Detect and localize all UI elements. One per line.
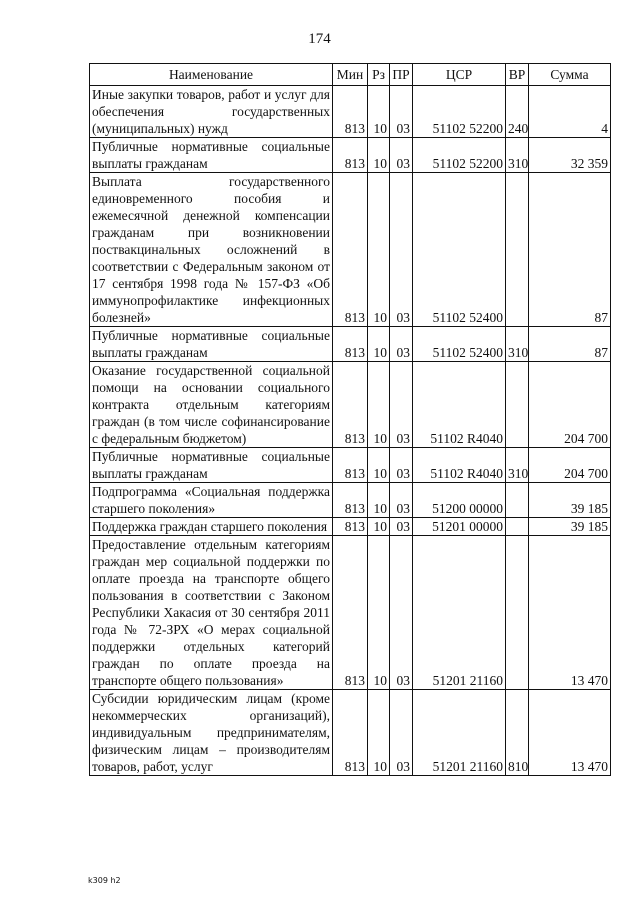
row-pr: 03	[390, 690, 413, 776]
row-rz: 10	[368, 138, 390, 173]
row-csr: 51200 00000	[413, 483, 506, 518]
row-csr: 51102 R4040	[413, 362, 506, 448]
row-rz: 10	[368, 327, 390, 362]
header-pr: ПР	[390, 64, 413, 86]
footer-code: k309 h2	[88, 876, 121, 885]
row-min: 813	[333, 86, 368, 138]
row-vr: 310	[506, 327, 529, 362]
row-vr: 240	[506, 86, 529, 138]
header-name: Наименование	[90, 64, 333, 86]
row-vr	[506, 362, 529, 448]
row-rz: 10	[368, 173, 390, 327]
row-vr	[506, 483, 529, 518]
row-sum: 13 470	[529, 536, 611, 690]
row-name: Выплата государственного единовременного пособия и ежемесячной денежной компенсации гражданам при возникновении поствакцинальных осложнений в соответствии с Федеральным законом от 17 сентября 1998 года № 157-ФЗ «Об иммунопрофилактике инфекционных болезней»	[90, 173, 333, 327]
row-rz: 10	[368, 448, 390, 483]
header-vr: ВР	[506, 64, 529, 86]
row-rz: 10	[368, 86, 390, 138]
row-sum: 204 700	[529, 448, 611, 483]
row-pr: 03	[390, 483, 413, 518]
row-rz: 10	[368, 362, 390, 448]
row-min: 813	[333, 483, 368, 518]
row-name: Подпрограмма «Социальная поддержка старшего поколения»	[90, 483, 333, 518]
table-row	[90, 690, 611, 776]
row-csr: 51102 52200	[413, 138, 506, 173]
row-pr: 03	[390, 518, 413, 536]
row-csr: 51102 52400	[413, 173, 506, 327]
row-pr: 03	[390, 362, 413, 448]
row-rz: 10	[368, 536, 390, 690]
row-csr: 51201 21160	[413, 536, 506, 690]
row-name: Иные закупки товаров, работ и услуг для обеспечения государственных (муниципальных) нужд	[90, 86, 333, 138]
table-row	[90, 86, 611, 138]
row-pr: 03	[390, 536, 413, 690]
row-csr: 51201 21160	[413, 690, 506, 776]
row-pr: 03	[390, 138, 413, 173]
row-sum: 32 359	[529, 138, 611, 173]
row-min: 813	[333, 448, 368, 483]
header-sum: Сумма	[529, 64, 611, 86]
header-min: Мин	[333, 64, 368, 86]
row-min: 813	[333, 690, 368, 776]
row-name: Поддержка граждан старшего поколения	[90, 518, 333, 536]
header-rz: Рз	[368, 64, 390, 86]
table-row	[90, 362, 611, 448]
row-pr: 03	[390, 173, 413, 327]
row-sum: 204 700	[529, 362, 611, 448]
row-sum: 4	[529, 86, 611, 138]
table-row	[90, 536, 611, 690]
page-number: 174	[308, 31, 331, 47]
budget-table	[89, 63, 611, 776]
row-sum: 39 185	[529, 518, 611, 536]
row-csr: 51102 52200	[413, 86, 506, 138]
row-sum: 87	[529, 327, 611, 362]
row-min: 813	[333, 327, 368, 362]
row-sum: 13 470	[529, 690, 611, 776]
table-row	[90, 483, 611, 518]
row-vr: 810	[506, 690, 529, 776]
row-vr	[506, 173, 529, 327]
row-rz: 10	[368, 483, 390, 518]
row-vr	[506, 536, 529, 690]
row-sum: 87	[529, 173, 611, 327]
row-name: Субсидии юридическим лицам (кроме некоммерческих организаций), индивидуальным предпринимателям, физическим лицам – производителям товаров, работ, услуг	[90, 690, 333, 776]
row-min: 813	[333, 362, 368, 448]
row-min: 813	[333, 536, 368, 690]
row-min: 813	[333, 173, 368, 327]
row-min: 813	[333, 518, 368, 536]
table-row	[90, 138, 611, 173]
table-row	[90, 448, 611, 483]
row-sum: 39 185	[529, 483, 611, 518]
table-row	[90, 173, 611, 327]
row-rz: 10	[368, 518, 390, 536]
table-header-row	[90, 64, 611, 86]
row-pr: 03	[390, 86, 413, 138]
row-name: Публичные нормативные социальные выплаты гражданам	[90, 327, 333, 362]
row-csr: 51201 00000	[413, 518, 506, 536]
row-name: Предоставление отдельным категориям граждан мер социальной поддержки по оплате проезда на транспорте общего пользования в соответствии с Законом Республики Хакасия от 30 сентября 2011 года № 72-ЗРХ «О мерах социальной поддержки отдельных категорий граждан по оплате проезда на транспорте общего пользования»	[90, 536, 333, 690]
row-vr	[506, 518, 529, 536]
row-pr: 03	[390, 327, 413, 362]
row-vr: 310	[506, 138, 529, 173]
row-csr: 51102 R4040	[413, 448, 506, 483]
row-name: Оказание государственной социальной помощи на основании социального контракта отдельным категориям граждан (в том числе софинансирование с федеральным бюджетом)	[90, 362, 333, 448]
table-row	[90, 327, 611, 362]
row-vr: 310	[506, 448, 529, 483]
row-min: 813	[333, 138, 368, 173]
row-pr: 03	[390, 448, 413, 483]
row-name: Публичные нормативные социальные выплаты гражданам	[90, 448, 333, 483]
row-rz: 10	[368, 690, 390, 776]
header-csr: ЦСР	[413, 64, 506, 86]
row-name: Публичные нормативные социальные выплаты гражданам	[90, 138, 333, 173]
row-csr: 51102 52400	[413, 327, 506, 362]
table-row	[90, 518, 611, 536]
